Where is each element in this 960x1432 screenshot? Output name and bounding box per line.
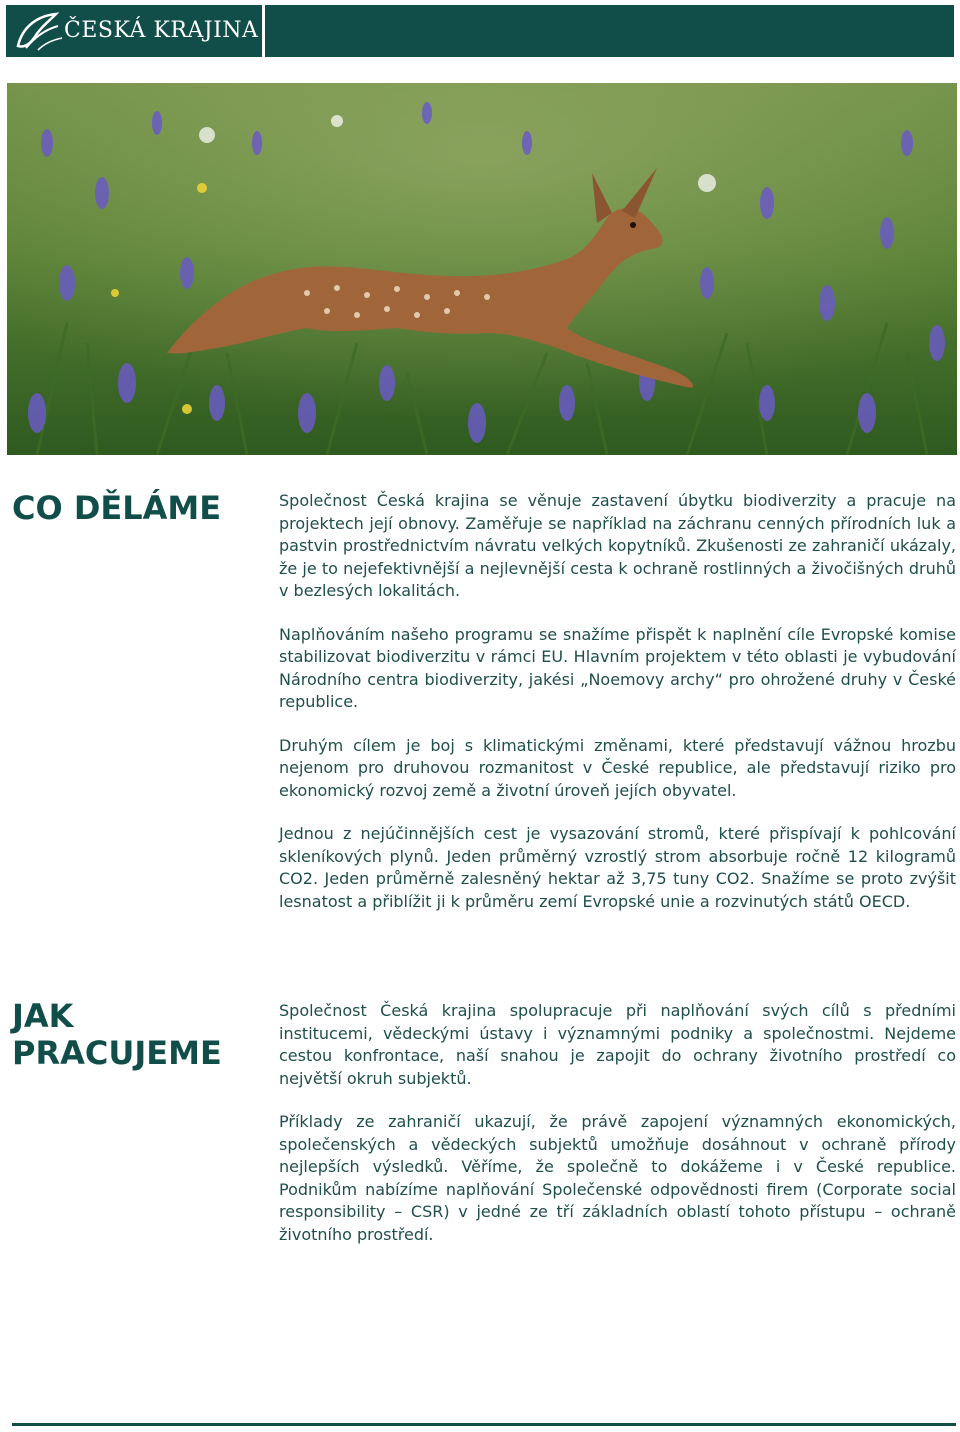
leaf-logo-icon	[12, 8, 66, 54]
paragraph: Druhým cílem je boj s klimatickými změnami, které představují vážnou hrozbu nejenom pro druhovou rozmanitost v České republice, ale představují riziko pro ekonomický rozvoj země a životní úroveň jejích obyvatel.	[279, 735, 956, 800]
footer-divider	[12, 1423, 956, 1426]
header-bar	[6, 5, 954, 57]
section-title-line: PRACUJEME	[12, 1034, 222, 1072]
section-title-jak-pracujeme	[12, 998, 222, 1072]
section-body-jak-pracujeme	[279, 1000, 956, 1267]
section-title-co-delame: CO DĚLÁME	[12, 489, 222, 527]
paragraph: Společnost Česká krajina spolupracuje při naplňování svých cílů s předními institucemi, vědeckými ústavy i významnými podniky a společnostmi. Nejdeme cestou konfrontace, naší snahou je zapojit do ochrany životního prostředí co největší okruh subjektů.	[279, 1001, 956, 1088]
paragraph: Jednou z nejúčinnějších cest je vysazování stromů, které přispívají k pohlcování skleníkových plynů. Jeden průměrný vzrostlý strom absorbuje ročně 12 kilogramů CO2. Jeden průměrně zalesněný hektar až 3,75 tuny CO2. Snažíme se proto zvýšit lesnatost a přiblížit ji k průměru zemí Evropské unie a rozvinutých států OECD.	[279, 824, 956, 911]
section-body-co-delame	[279, 490, 956, 934]
paragraph: Společnost Česká krajina se věnuje zastavení úbytku biodiverzity a pracuje na projektech její obnovy. Zaměřuje se například na záchranu cenných přírodních luk a pastvin prostřednictvím návratu velkých kopytníků. Zkušenosti ze zahraničí ukázaly, že je to nejefektivnější a nejlevnější cesta k ochraně rostlinných a živočišných druhů v bezlesých lokalitách.	[279, 491, 956, 600]
section-title-line: JAK	[12, 997, 74, 1035]
deer-fawn-photo-icon	[7, 83, 957, 455]
hero-photo	[7, 83, 957, 455]
logo-text: ČESKÁ KRAJINA	[64, 18, 259, 43]
paragraph: Naplňováním našeho programu se snažíme přispět k naplnění cíle Evropské komise stabilizovat biodiverzitu v rámci EU. Hlavním projektem v této oblasti je vybudování Národního centra biodiverzity, jakési „Noemovy archy“ pro ohrožené druhy v České republice.	[279, 624, 956, 711]
paragraph: Příklady ze zahraničí ukazují, že právě zapojení významných ekonomických, společenských a vědeckých subjektů umožňuje dosáhnout v ochraně přírody nejlepších výsledků. Věříme, že společně to dokážeme i v České republice. Podnikům nabízíme naplňování Společenské odpovědnosti firem (Corporate social responsibility – CSR) v jedné ze tří základních oblastí tohoto přístupu – ochraně životního prostředí.	[279, 1112, 956, 1244]
logo[interactable]	[6, 5, 265, 57]
